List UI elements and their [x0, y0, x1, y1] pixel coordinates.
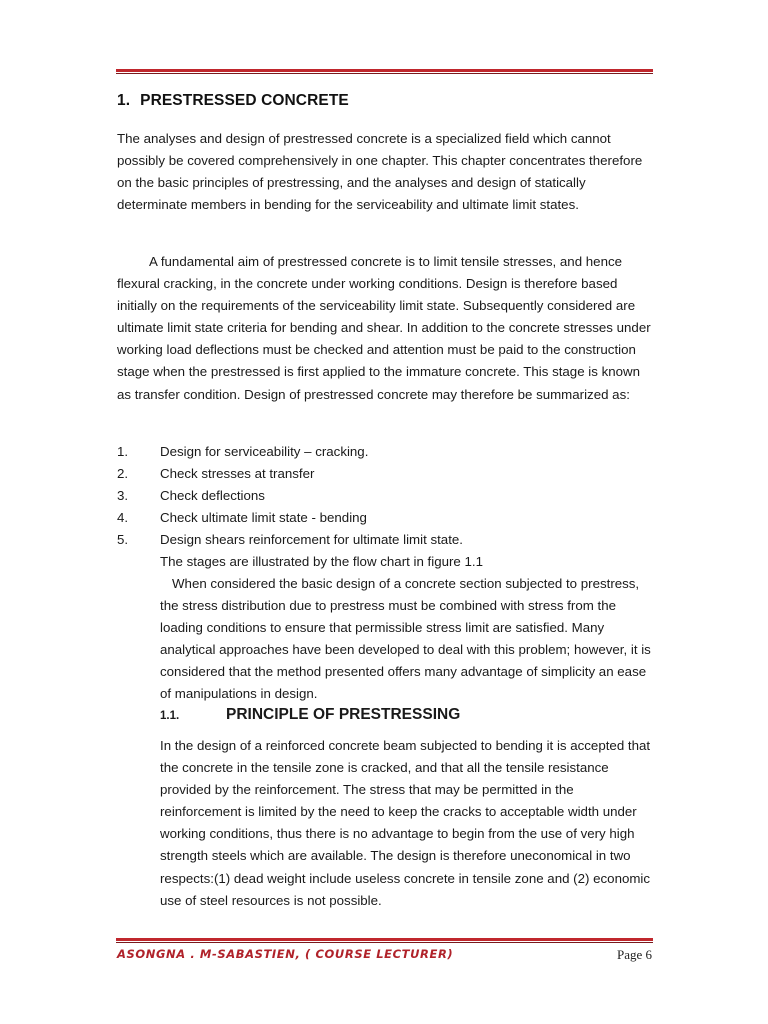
list-item: 4. Check ultimate limit state - bending — [117, 510, 367, 526]
list-item: 2. Check stresses at transfer — [117, 466, 315, 482]
design-steps-list — [117, 441, 463, 551]
heading-title: PRESTRESSED CONCRETE — [140, 92, 349, 109]
heading-number: 1. — [117, 92, 131, 109]
page-title — [117, 92, 349, 110]
list-item: 3. Check deflections — [117, 488, 265, 504]
subsection-number: 1.1. — [160, 710, 180, 722]
footer-author: ASONGNA . M-SABASTIEN, ( COURSE LECTURER) — [117, 947, 454, 961]
subsection-title: PRINCIPLE OF PRESTRESSING — [226, 706, 461, 723]
stages-note: The stages are illustrated by the flow chart in figure 1.1 — [160, 554, 483, 569]
list-item: 1. Design for serviceability – cracking. — [117, 444, 369, 459]
subsection-heading — [160, 706, 460, 724]
aim-paragraph: A fundamental aim of prestressed concrete is to limit tensile stresses, and hence flexural cracking, in the concrete under working conditions. Design is therefore based initially on the requirements of the serviceability limit state. Subsequently considered are ultimate limit state criteria for bending and shear. In addition to the concrete stresses under working load deflections must be checked and attention must be paid to the construction stage when the prestressed is first applied to the immature concrete. This stage is known as transfer condition. Design of prestressed concrete may therefore be summarized as: — [117, 254, 651, 402]
list-item: 5. Design shears reinforcement for ultimate limit state. — [117, 532, 463, 548]
principle-paragraph: In the design of a reinforced concrete beam subjected to bending it is accepted that the concrete in the tensile zone is cracked, and that all the tensile resistance provided by the reinforcement. The stress that may be permitted in the reinforcement is limited by the need to keep the cracks to acceptable width under working conditions, thus there is no advantage to begin from the use of very high strength steels which are available. The design is therefore uneconomical in two respects:(1) dead weight include useless concrete in tensile zone and (2) economic use of steel resources is not possible. — [160, 738, 651, 908]
intro-paragraph: The analyses and design of prestressed concrete is a specialized field which cannot possibly be covered comprehensively in one chapter. This chapter concentrates therefore on the basic principles of prestressing, and the analyses and design of statically determinate members in bending for the serviceability and ultimate limit states. — [117, 131, 643, 213]
basic-design-paragraph: When considered the basic design of a concrete section subjected to prestress, the stress distribution due to prestress must be combined with stress from the loading conditions to ensure that permissible stress limit are satisfied. Many analytical approaches have been developed to deal with this problem; however, it is considered that the method presented offers many advantage of simplicity an ease of manipulations in design. — [160, 576, 651, 702]
page-number: Page 6 — [616, 947, 652, 962]
footer-rule — [116, 938, 653, 943]
header-rule — [116, 69, 653, 74]
